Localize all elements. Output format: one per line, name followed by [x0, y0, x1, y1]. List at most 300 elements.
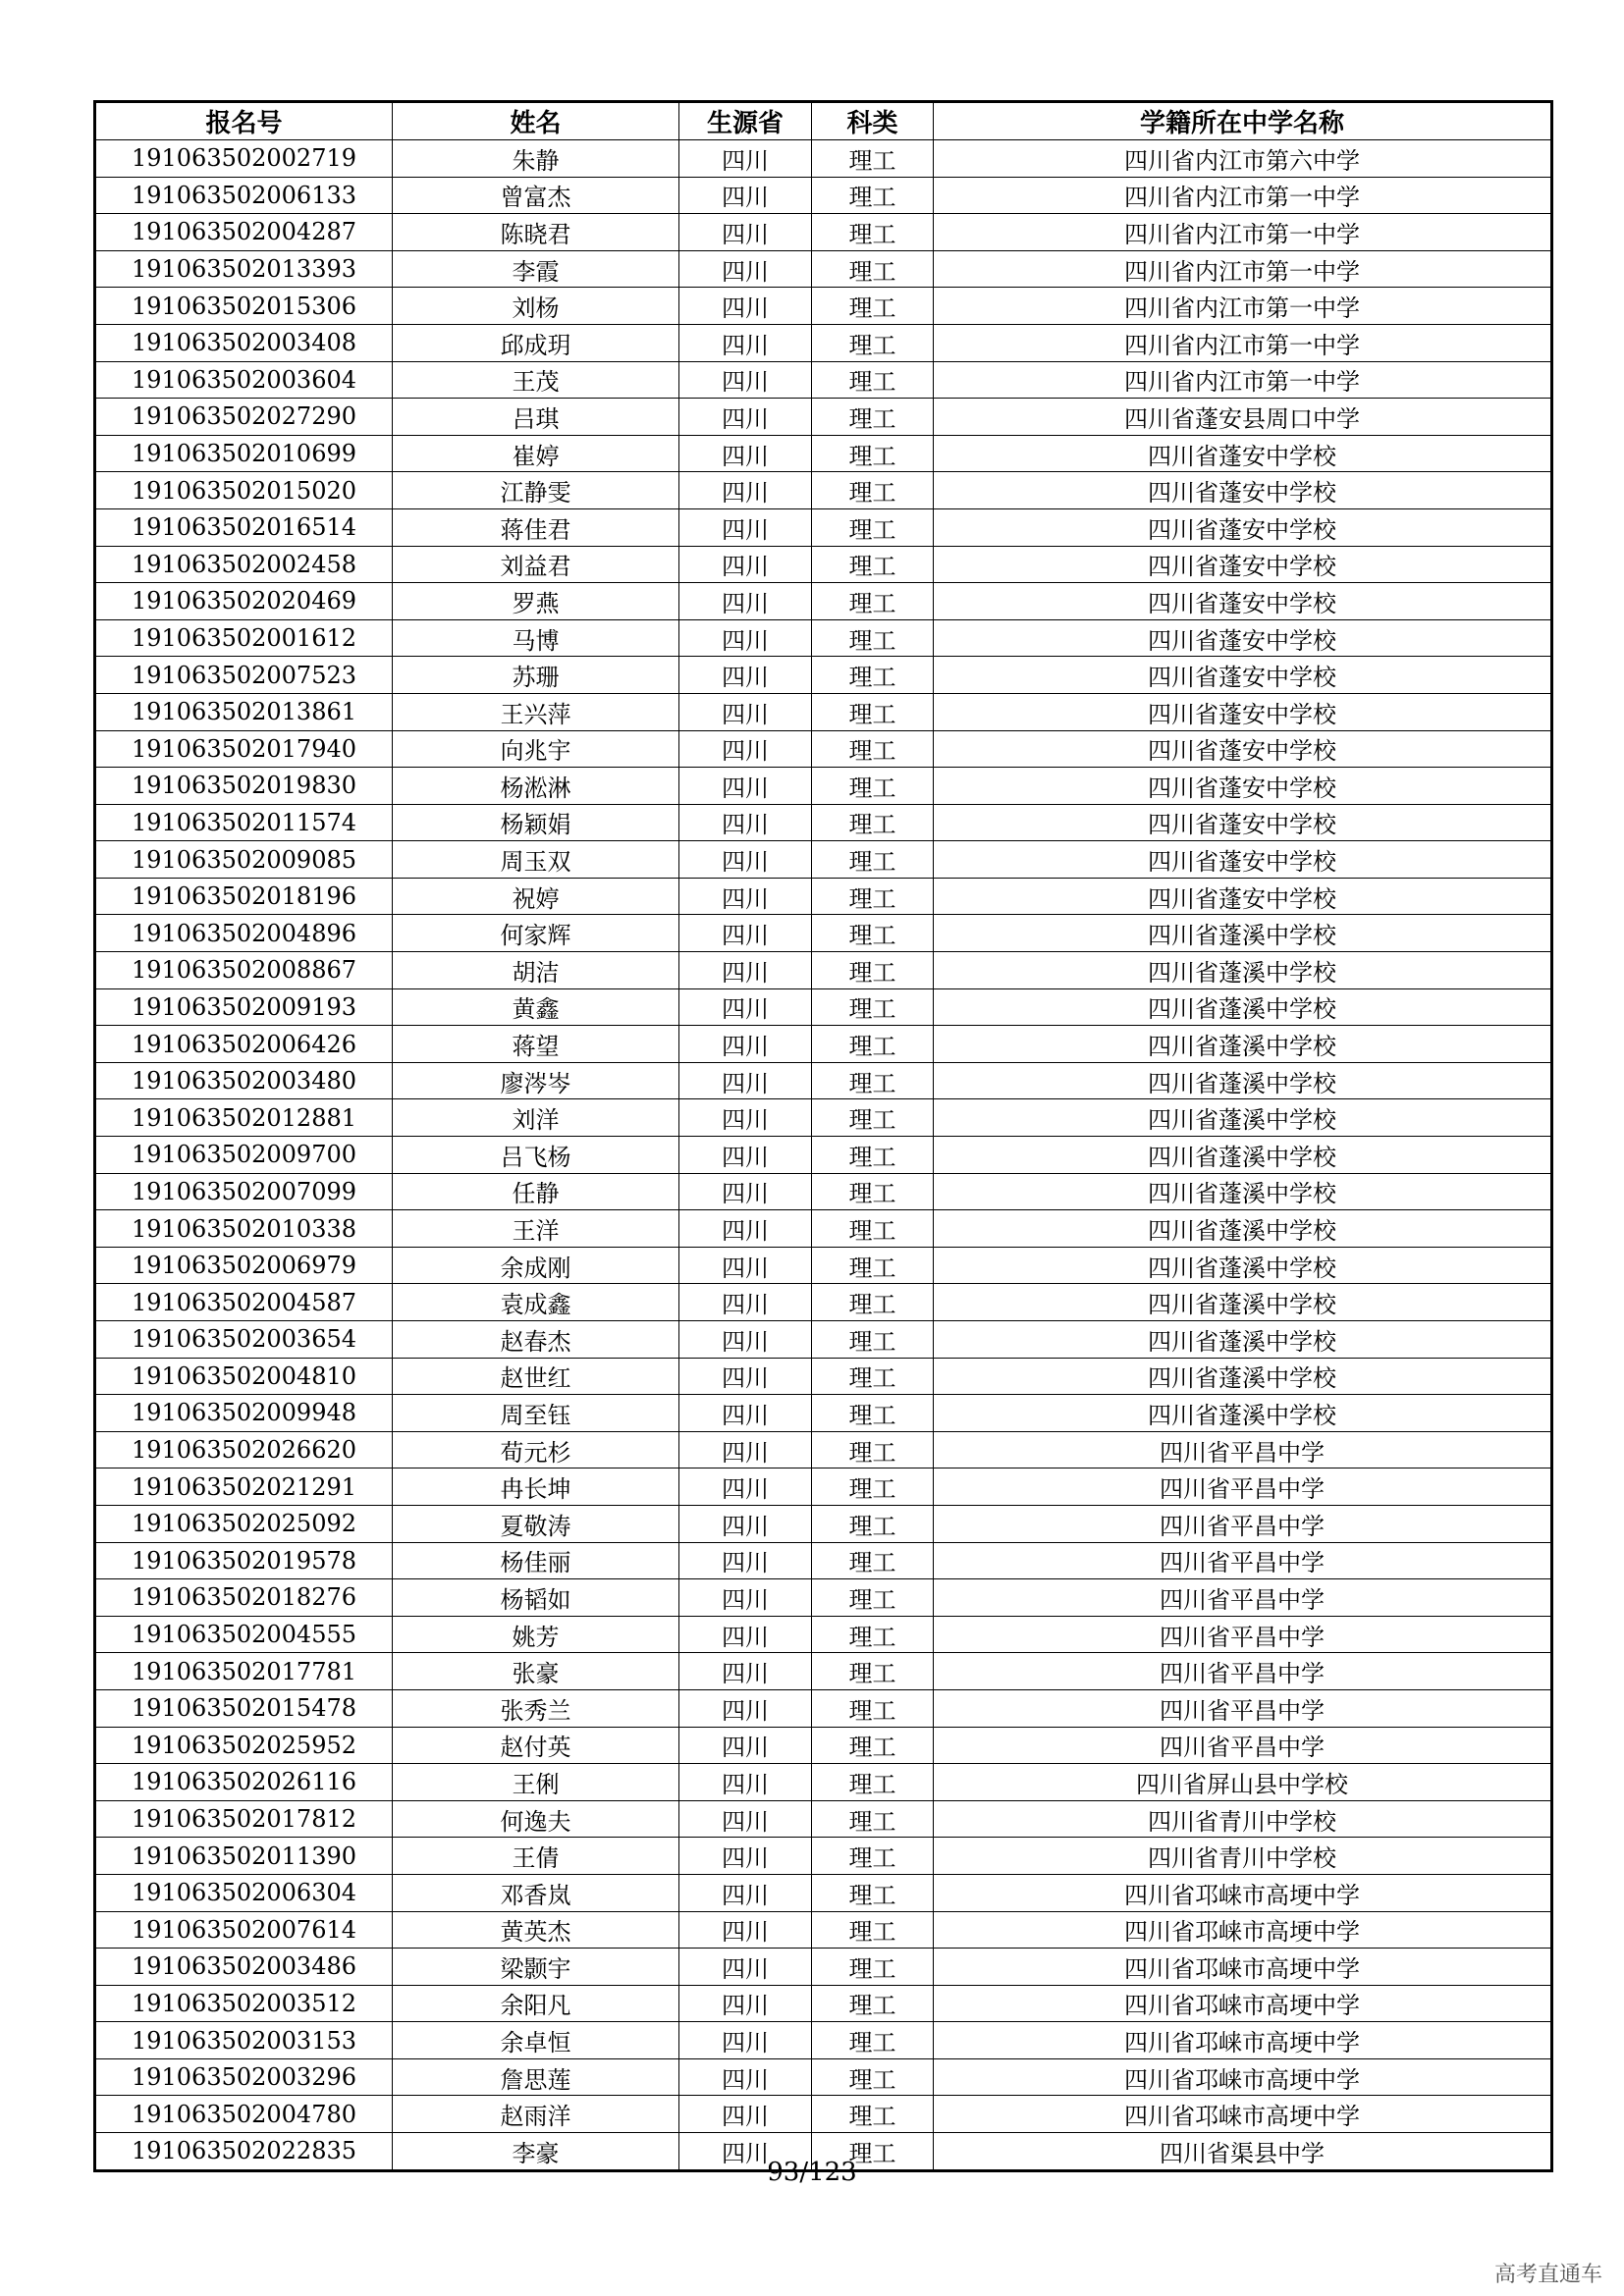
category-cell: 理工 [812, 2058, 934, 2096]
province-cell: 四川 [679, 1800, 812, 1838]
province-cell: 四川 [679, 140, 812, 178]
province-cell: 四川 [679, 399, 812, 436]
registration-number-cell: 191063502020469 [95, 583, 393, 620]
table-row [95, 1505, 1552, 1542]
table-row [95, 915, 1552, 952]
name-cell: 余阳凡 [393, 1985, 679, 2022]
province-cell: 四川 [679, 915, 812, 952]
registration-number-cell: 191063502004287 [95, 214, 393, 251]
school-cell: 四川省蓬安中学校 [934, 730, 1552, 768]
school-cell: 四川省内江市第一中学 [934, 288, 1552, 325]
category-cell: 理工 [812, 657, 934, 694]
registration-number-cell: 191063502026116 [95, 1764, 393, 1801]
name-cell: 杨淞淋 [393, 768, 679, 805]
name-cell: 冉长坤 [393, 1468, 679, 1506]
registration-number-cell: 191063502011390 [95, 1838, 393, 1875]
table-row [95, 1358, 1552, 1395]
registration-number-cell: 191063502009700 [95, 1137, 393, 1174]
school-cell: 四川省平昌中学 [934, 1579, 1552, 1617]
table-row [95, 2096, 1552, 2133]
name-cell: 刘益君 [393, 546, 679, 583]
category-cell: 理工 [812, 1616, 934, 1653]
school-cell: 四川省蓬安中学校 [934, 804, 1552, 841]
school-cell: 四川省蓬安中学校 [934, 619, 1552, 657]
category-cell: 理工 [812, 915, 934, 952]
category-cell: 理工 [812, 693, 934, 730]
registration-number-cell: 191063502004587 [95, 1284, 393, 1321]
province-cell: 四川 [679, 250, 812, 288]
school-cell: 四川省平昌中学 [934, 1542, 1552, 1579]
school-cell: 四川省蓬安中学校 [934, 841, 1552, 879]
school-cell: 四川省蓬溪中学校 [934, 1358, 1552, 1395]
province-cell: 四川 [679, 508, 812, 546]
province-cell: 四川 [679, 214, 812, 251]
registration-number-cell: 191063502013861 [95, 693, 393, 730]
registration-number-cell: 191063502003153 [95, 2022, 393, 2059]
table-row [95, 804, 1552, 841]
table-row [95, 361, 1552, 399]
registration-number-cell: 191063502003654 [95, 1321, 393, 1359]
province-cell: 四川 [679, 2133, 812, 2171]
table-row [95, 878, 1552, 915]
registration-number-cell: 191063502027290 [95, 399, 393, 436]
header-registration-number: 报名号 [95, 102, 393, 140]
table-header-row [95, 102, 1552, 140]
registration-number-cell: 191063502004555 [95, 1616, 393, 1653]
category-cell: 理工 [812, 1838, 934, 1875]
table-row [95, 1062, 1552, 1099]
category-cell: 理工 [812, 1579, 934, 1617]
province-cell: 四川 [679, 1579, 812, 1617]
registration-number-cell: 191063502003480 [95, 1062, 393, 1099]
registration-number-cell: 191063502019830 [95, 768, 393, 805]
province-cell: 四川 [679, 657, 812, 694]
category-cell: 理工 [812, 1949, 934, 1986]
category-cell: 理工 [812, 1874, 934, 1911]
school-cell: 四川省邛崃市高埂中学 [934, 1985, 1552, 2022]
category-cell: 理工 [812, 472, 934, 509]
province-cell: 四川 [679, 472, 812, 509]
province-cell: 四川 [679, 1874, 812, 1911]
table-row [95, 140, 1552, 178]
table-row [95, 1874, 1552, 1911]
school-cell: 四川省蓬溪中学校 [934, 1395, 1552, 1432]
table-row [95, 657, 1552, 694]
registration-number-cell: 191063502011574 [95, 804, 393, 841]
table-row [95, 952, 1552, 989]
category-cell: 理工 [812, 288, 934, 325]
name-cell: 王倩 [393, 1838, 679, 1875]
name-cell: 余成刚 [393, 1247, 679, 1284]
registration-number-cell: 191063502007523 [95, 657, 393, 694]
name-cell: 赵春杰 [393, 1321, 679, 1359]
name-cell: 王俐 [393, 1764, 679, 1801]
registration-number-cell: 191063502015020 [95, 472, 393, 509]
name-cell: 夏敬涛 [393, 1505, 679, 1542]
table-row [95, 583, 1552, 620]
name-cell: 余卓恒 [393, 2022, 679, 2059]
province-cell: 四川 [679, 1689, 812, 1727]
category-cell: 理工 [812, 804, 934, 841]
table-row [95, 1800, 1552, 1838]
province-cell: 四川 [679, 361, 812, 399]
province-cell: 四川 [679, 1210, 812, 1248]
category-cell: 理工 [812, 435, 934, 472]
province-cell: 四川 [679, 435, 812, 472]
category-cell: 理工 [812, 1395, 934, 1432]
table-row [95, 177, 1552, 214]
province-cell: 四川 [679, 1358, 812, 1395]
registration-number-cell: 191063502006426 [95, 1026, 393, 1063]
table-row [95, 768, 1552, 805]
school-cell: 四川省蓬溪中学校 [934, 1026, 1552, 1063]
registration-number-cell: 191063502001612 [95, 619, 393, 657]
category-cell: 理工 [812, 1062, 934, 1099]
province-cell: 四川 [679, 988, 812, 1026]
name-cell: 陈晓君 [393, 214, 679, 251]
registration-number-cell: 191063502019578 [95, 1542, 393, 1579]
name-cell: 荀元杉 [393, 1431, 679, 1468]
school-cell: 四川省青川中学校 [934, 1800, 1552, 1838]
category-cell: 理工 [812, 361, 934, 399]
registration-number-cell: 191063502003408 [95, 324, 393, 361]
registration-number-cell: 191063502022835 [95, 2133, 393, 2171]
province-cell: 四川 [679, 1838, 812, 1875]
registration-number-cell: 191063502007614 [95, 1911, 393, 1949]
school-cell: 四川省邛崃市高埂中学 [934, 2096, 1552, 2133]
school-cell: 四川省蓬溪中学校 [934, 1210, 1552, 1248]
registration-number-cell: 191063502010338 [95, 1210, 393, 1248]
province-cell: 四川 [679, 1949, 812, 1986]
table-row [95, 1616, 1552, 1653]
school-cell: 四川省蓬溪中学校 [934, 1099, 1552, 1137]
category-cell: 理工 [812, 1764, 934, 1801]
province-cell: 四川 [679, 1395, 812, 1432]
school-cell: 四川省蓬安中学校 [934, 583, 1552, 620]
province-cell: 四川 [679, 324, 812, 361]
name-cell: 赵付英 [393, 1727, 679, 1764]
table-row [95, 1284, 1552, 1321]
name-cell: 向兆宇 [393, 730, 679, 768]
name-cell: 李豪 [393, 2133, 679, 2171]
category-cell: 理工 [812, 508, 934, 546]
school-cell: 四川省蓬安中学校 [934, 472, 1552, 509]
name-cell: 崔婷 [393, 435, 679, 472]
category-cell: 理工 [812, 177, 934, 214]
table-row [95, 730, 1552, 768]
registration-number-cell: 191063502018276 [95, 1579, 393, 1617]
registration-number-cell: 191063502004896 [95, 915, 393, 952]
header-name: 姓名 [393, 102, 679, 140]
province-cell: 四川 [679, 1173, 812, 1210]
name-cell: 梁颢宇 [393, 1949, 679, 1986]
name-cell: 吕飞杨 [393, 1137, 679, 1174]
school-cell: 四川省渠县中学 [934, 2133, 1552, 2171]
category-cell: 理工 [812, 324, 934, 361]
category-cell: 理工 [812, 952, 934, 989]
school-cell: 四川省屏山县中学校 [934, 1764, 1552, 1801]
school-cell: 四川省平昌中学 [934, 1505, 1552, 1542]
table-row [95, 693, 1552, 730]
province-cell: 四川 [679, 952, 812, 989]
table-row [95, 1468, 1552, 1506]
table-row [95, 1579, 1552, 1617]
school-cell: 四川省蓬安中学校 [934, 768, 1552, 805]
name-cell: 祝婷 [393, 878, 679, 915]
registration-number-cell: 191063502017781 [95, 1653, 393, 1690]
name-cell: 张豪 [393, 1653, 679, 1690]
header-province: 生源省 [679, 102, 812, 140]
name-cell: 朱静 [393, 140, 679, 178]
table-row [95, 1985, 1552, 2022]
registration-number-cell: 191063502004780 [95, 2096, 393, 2133]
registration-number-cell: 191063502009085 [95, 841, 393, 879]
province-cell: 四川 [679, 1727, 812, 1764]
table-row [95, 1949, 1552, 1986]
school-cell: 四川省邛崃市高埂中学 [934, 1874, 1552, 1911]
province-cell: 四川 [679, 1247, 812, 1284]
table-row [95, 250, 1552, 288]
school-cell: 四川省蓬溪中学校 [934, 1137, 1552, 1174]
province-cell: 四川 [679, 730, 812, 768]
province-cell: 四川 [679, 693, 812, 730]
school-cell: 四川省蓬溪中学校 [934, 915, 1552, 952]
category-cell: 理工 [812, 1431, 934, 1468]
name-cell: 邱成玥 [393, 324, 679, 361]
name-cell: 詹思莲 [393, 2058, 679, 2096]
school-cell: 四川省蓬安中学校 [934, 657, 1552, 694]
table-row [95, 1764, 1552, 1801]
registration-number-cell: 191063502002719 [95, 140, 393, 178]
name-cell: 周玉双 [393, 841, 679, 879]
table-row [95, 1173, 1552, 1210]
school-cell: 四川省蓬溪中学校 [934, 1284, 1552, 1321]
school-cell: 四川省蓬溪中学校 [934, 988, 1552, 1026]
province-cell: 四川 [679, 288, 812, 325]
school-cell: 四川省邛崃市高埂中学 [934, 1949, 1552, 1986]
school-cell: 四川省蓬安中学校 [934, 508, 1552, 546]
category-cell: 理工 [812, 1099, 934, 1137]
registration-number-cell: 191063502015306 [95, 288, 393, 325]
school-cell: 四川省蓬溪中学校 [934, 1062, 1552, 1099]
name-cell: 赵雨洋 [393, 2096, 679, 2133]
registration-number-cell: 191063502007099 [95, 1173, 393, 1210]
category-cell: 理工 [812, 1653, 934, 1690]
school-cell: 四川省邛崃市高埂中学 [934, 2058, 1552, 2096]
registration-number-cell: 191063502006979 [95, 1247, 393, 1284]
category-cell: 理工 [812, 399, 934, 436]
name-cell: 吕琪 [393, 399, 679, 436]
registration-number-cell: 191063502002458 [95, 546, 393, 583]
table-row [95, 1653, 1552, 1690]
table-row [95, 214, 1552, 251]
table-row [95, 2022, 1552, 2059]
registration-number-cell: 191063502010699 [95, 435, 393, 472]
registration-number-cell: 191063502012881 [95, 1099, 393, 1137]
province-cell: 四川 [679, 1099, 812, 1137]
category-cell: 理工 [812, 2096, 934, 2133]
registration-number-cell: 191063502017812 [95, 1800, 393, 1838]
table-row [95, 1911, 1552, 1949]
province-cell: 四川 [679, 1284, 812, 1321]
province-cell: 四川 [679, 2058, 812, 2096]
table-row [95, 1838, 1552, 1875]
school-cell: 四川省蓬安中学校 [934, 546, 1552, 583]
province-cell: 四川 [679, 768, 812, 805]
category-cell: 理工 [812, 841, 934, 879]
school-cell: 四川省内江市第一中学 [934, 177, 1552, 214]
name-cell: 杨颖娟 [393, 804, 679, 841]
table-row [95, 1210, 1552, 1248]
name-cell: 马博 [393, 619, 679, 657]
province-cell: 四川 [679, 1653, 812, 1690]
name-cell: 赵世红 [393, 1358, 679, 1395]
table-row [95, 1727, 1552, 1764]
table-row [95, 619, 1552, 657]
registration-number-cell: 191063502026620 [95, 1431, 393, 1468]
province-cell: 四川 [679, 1985, 812, 2022]
category-cell: 理工 [812, 1985, 934, 2022]
registration-number-cell: 191063502004810 [95, 1358, 393, 1395]
school-cell: 四川省邛崃市高埂中学 [934, 2022, 1552, 2059]
province-cell: 四川 [679, 1616, 812, 1653]
name-cell: 周至钰 [393, 1395, 679, 1432]
category-cell: 理工 [812, 1689, 934, 1727]
registration-number-cell: 191063502003296 [95, 2058, 393, 2096]
table-row [95, 841, 1552, 879]
name-cell: 王兴萍 [393, 693, 679, 730]
category-cell: 理工 [812, 583, 934, 620]
school-cell: 四川省平昌中学 [934, 1616, 1552, 1653]
province-cell: 四川 [679, 2022, 812, 2059]
category-cell: 理工 [812, 250, 934, 288]
name-cell: 胡洁 [393, 952, 679, 989]
registration-number-cell: 191063502025092 [95, 1505, 393, 1542]
watermark-logo-text: 高考直通车 [1493, 2263, 1602, 2287]
registration-number-cell: 191063502009948 [95, 1395, 393, 1432]
category-cell: 理工 [812, 2133, 934, 2171]
table-row [95, 1395, 1552, 1432]
table-row [95, 1689, 1552, 1727]
category-cell: 理工 [812, 878, 934, 915]
header-category: 科类 [812, 102, 934, 140]
school-cell: 四川省平昌中学 [934, 1431, 1552, 1468]
name-cell: 王洋 [393, 1210, 679, 1248]
name-cell: 张秀兰 [393, 1689, 679, 1727]
school-cell: 四川省平昌中学 [934, 1689, 1552, 1727]
name-cell: 黄英杰 [393, 1911, 679, 1949]
name-cell: 姚芳 [393, 1616, 679, 1653]
table-row [95, 1431, 1552, 1468]
name-cell: 任静 [393, 1173, 679, 1210]
registration-number-cell: 191063502003604 [95, 361, 393, 399]
province-cell: 四川 [679, 1764, 812, 1801]
table-row [95, 1247, 1552, 1284]
category-cell: 理工 [812, 730, 934, 768]
category-cell: 理工 [812, 1468, 934, 1506]
category-cell: 理工 [812, 1247, 934, 1284]
category-cell: 理工 [812, 988, 934, 1026]
name-cell: 蒋望 [393, 1026, 679, 1063]
province-cell: 四川 [679, 841, 812, 879]
province-cell: 四川 [679, 1062, 812, 1099]
table-row [95, 324, 1552, 361]
category-cell: 理工 [812, 1284, 934, 1321]
table-row [95, 988, 1552, 1026]
table-row [95, 1542, 1552, 1579]
name-cell: 罗燕 [393, 583, 679, 620]
admission-list-table [93, 100, 1553, 2172]
name-cell: 李霞 [393, 250, 679, 288]
school-cell: 四川省内江市第六中学 [934, 140, 1552, 178]
school-cell: 四川省平昌中学 [934, 1653, 1552, 1690]
registration-number-cell: 191063502018196 [95, 878, 393, 915]
province-cell: 四川 [679, 619, 812, 657]
table-row [95, 1321, 1552, 1359]
registration-number-cell: 191063502025952 [95, 1727, 393, 1764]
school-cell: 四川省蓬安县周口中学 [934, 399, 1552, 436]
name-cell: 江静雯 [393, 472, 679, 509]
name-cell: 袁成鑫 [393, 1284, 679, 1321]
name-cell: 王茂 [393, 361, 679, 399]
page-number: 93/123 [767, 2158, 857, 2187]
school-cell: 四川省平昌中学 [934, 1468, 1552, 1506]
name-cell: 黄鑫 [393, 988, 679, 1026]
category-cell: 理工 [812, 140, 934, 178]
category-cell: 理工 [812, 1210, 934, 1248]
province-cell: 四川 [679, 546, 812, 583]
table-row [95, 288, 1552, 325]
category-cell: 理工 [812, 546, 934, 583]
table-row [95, 1137, 1552, 1174]
registration-number-cell: 191063502008867 [95, 952, 393, 989]
school-cell: 四川省邛崃市高埂中学 [934, 1911, 1552, 1949]
name-cell: 何家辉 [393, 915, 679, 952]
table-row [95, 508, 1552, 546]
category-cell: 理工 [812, 768, 934, 805]
school-cell: 四川省平昌中学 [934, 1727, 1552, 1764]
school-cell: 四川省内江市第一中学 [934, 324, 1552, 361]
category-cell: 理工 [812, 1542, 934, 1579]
province-cell: 四川 [679, 1542, 812, 1579]
category-cell: 理工 [812, 1505, 934, 1542]
registration-number-cell: 191063502006304 [95, 1874, 393, 1911]
registration-number-cell: 191063502003512 [95, 1985, 393, 2022]
category-cell: 理工 [812, 1358, 934, 1395]
province-cell: 四川 [679, 1321, 812, 1359]
school-cell: 四川省蓬溪中学校 [934, 1321, 1552, 1359]
province-cell: 四川 [679, 177, 812, 214]
registration-number-cell: 191063502009193 [95, 988, 393, 1026]
province-cell: 四川 [679, 1911, 812, 1949]
table-row [95, 1099, 1552, 1137]
province-cell: 四川 [679, 878, 812, 915]
province-cell: 四川 [679, 1431, 812, 1468]
school-cell: 四川省蓬溪中学校 [934, 1173, 1552, 1210]
school-cell: 四川省青川中学校 [934, 1838, 1552, 1875]
category-cell: 理工 [812, 1911, 934, 1949]
registration-number-cell: 191063502021291 [95, 1468, 393, 1506]
province-cell: 四川 [679, 583, 812, 620]
province-cell: 四川 [679, 1468, 812, 1506]
category-cell: 理工 [812, 1321, 934, 1359]
school-cell: 四川省蓬安中学校 [934, 878, 1552, 915]
table-row [95, 546, 1552, 583]
category-cell: 理工 [812, 1026, 934, 1063]
registration-number-cell: 191063502006133 [95, 177, 393, 214]
province-cell: 四川 [679, 1505, 812, 1542]
school-cell: 四川省内江市第一中学 [934, 214, 1552, 251]
